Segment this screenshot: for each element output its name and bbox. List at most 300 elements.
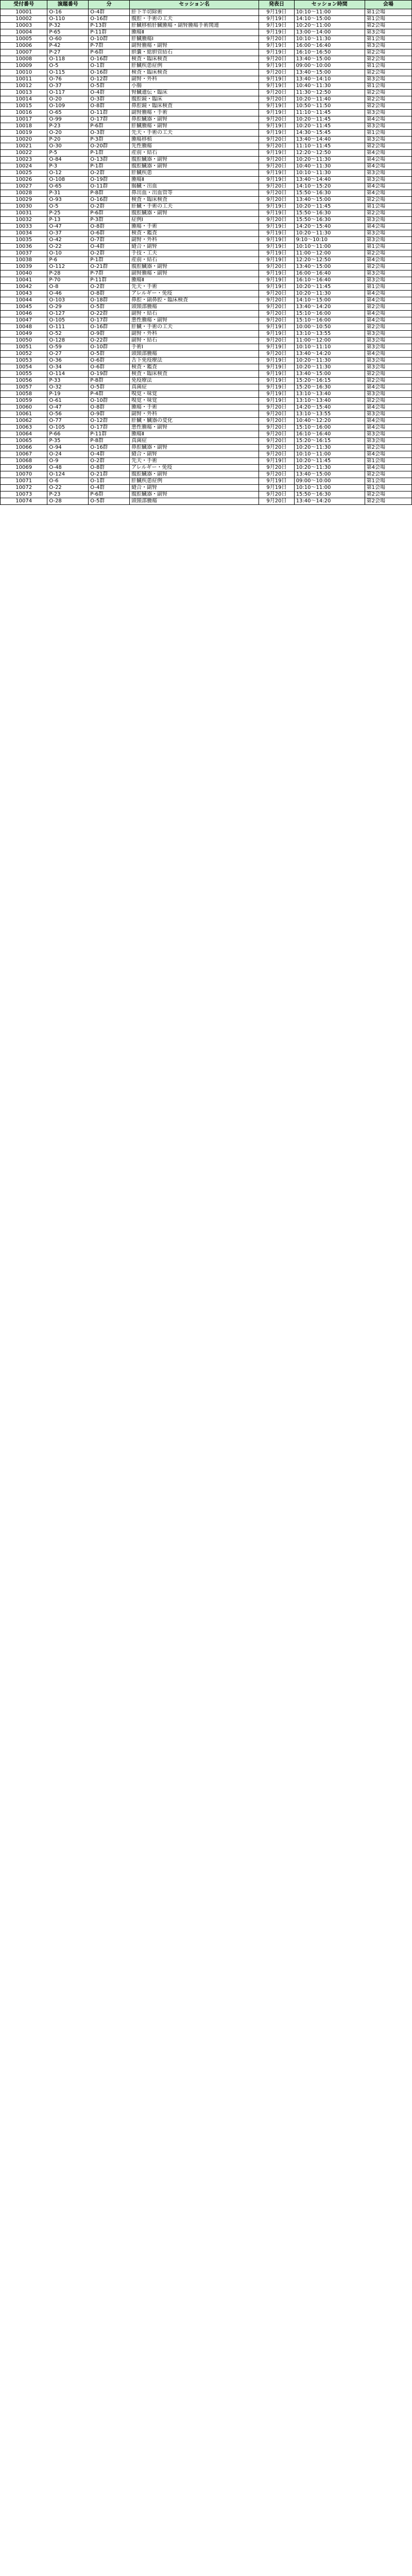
reception-no-cell: 10033 [1,224,47,230]
table-row [1,70,412,76]
reception-no-cell: 10060 [1,404,47,411]
table-row [1,465,412,471]
session-time-cell: 12:20～12:50 [294,150,365,157]
table-row [1,264,412,270]
session-name-cell: 副腎・外科 [130,237,259,244]
venue-cell: 第4会場 [365,351,411,358]
session-name-cell: 副腎腫瘍・副腎 [130,270,259,277]
reception-no-cell: 10058 [1,391,47,398]
date-cell: 9月20日 [259,337,294,344]
group-cell: O-4群 [89,244,130,250]
session-time-cell: 13:10～13:55 [294,411,365,418]
venue-cell: 第1会場 [365,478,411,485]
abstract-no-cell: O-37 [47,83,89,90]
abstract-no-cell: O-20 [47,130,89,137]
group-cell: O-8群 [89,404,130,411]
date-cell: 9月20日 [259,418,294,425]
header-group: 分 [89,1,130,9]
session-name-cell: 腹腔臓器・副腎 [130,163,259,170]
table-row [1,344,412,351]
session-time-cell: 15:20～16:15 [294,378,365,384]
table-row [1,270,412,277]
table-row [1,103,412,110]
session-name-cell: 副腎腫瘍・副腎 [130,43,259,49]
venue-cell: 第1会場 [365,63,411,70]
reception-no-cell: 10073 [1,492,47,498]
group-cell: O-13群 [89,157,130,163]
date-cell: 9月19日 [259,29,294,36]
table-row [1,23,412,29]
abstract-no-cell: O-93 [47,197,89,204]
reception-no-cell: 10014 [1,96,47,103]
table-row [1,83,412,90]
group-cell: O-9群 [89,411,130,418]
session-time-cell: 15:20～16:30 [294,384,365,391]
session-name-cell: 鼻腔臓器・副腎 [130,116,259,123]
table-row [1,291,412,297]
table-row [1,43,412,49]
venue-cell: 第1会場 [365,458,411,465]
reception-no-cell: 10063 [1,425,47,431]
session-time-cell: 11:00～12:00 [294,337,365,344]
date-cell: 9月20日 [259,425,294,431]
reception-no-cell: 10050 [1,337,47,344]
session-name-cell: 鼻腔鏡・臨床検査 [130,103,259,110]
session-name-cell: 先性腫瘍 [130,143,259,150]
venue-cell: 第3会場 [365,177,411,183]
date-cell: 9月19日 [259,103,294,110]
venue-cell: 第3会場 [365,277,411,284]
venue-cell: 第1会場 [365,9,411,16]
table-row [1,485,412,492]
group-cell: O-5群 [89,351,130,358]
group-cell: O-7群 [89,237,130,244]
session-name-cell: 腹腔臓器・副腎 [130,471,259,478]
reception-no-cell: 10019 [1,130,47,137]
table-row [1,123,412,130]
venue-cell: 第3会場 [365,29,411,36]
date-cell: 9月19日 [259,230,294,237]
group-cell: O-3群 [89,130,130,137]
venue-cell: 第2会場 [365,498,411,505]
session-time-cell: 13:40～15:00 [294,371,365,378]
group-cell: O-22群 [89,311,130,317]
date-cell: 9月20日 [259,157,294,163]
date-cell: 9月20日 [259,291,294,297]
session-time-cell: 16:00～16:40 [294,43,365,49]
date-cell: 9月20日 [259,445,294,451]
session-time-cell: 10:40～11:30 [294,83,365,90]
table-row [1,63,412,70]
table-row [1,458,412,465]
group-cell: O-20群 [89,143,130,150]
date-cell: 9月20日 [259,56,294,63]
group-cell: O-22群 [89,337,130,344]
reception-no-cell: 10048 [1,324,47,331]
venue-cell: 第4会場 [365,163,411,170]
venue-cell: 第3会場 [365,337,411,344]
abstract-no-cell: O-117 [47,90,89,96]
session-name-cell: 腫瘍移植 [130,137,259,143]
session-name-cell: 舌下免疫療法 [130,358,259,364]
session-time-cell: 15:50～16:30 [294,190,365,197]
abstract-no-cell: O-110 [47,16,89,23]
session-name-cell: 真菌症 [130,438,259,445]
venue-cell: 第3会場 [365,270,411,277]
session-time-cell: 12:20～12:50 [294,257,365,264]
session-time-cell: 10:10～11:10 [294,344,365,351]
reception-no-cell: 10047 [1,317,47,324]
date-cell: 9月19日 [259,23,294,29]
abstract-no-cell: O-16 [47,9,89,16]
venue-cell: 第2会場 [365,96,411,103]
abstract-no-cell: O-114 [47,371,89,378]
group-cell: O-2群 [89,250,130,257]
table-row [1,391,412,398]
group-cell: P-1群 [89,150,130,157]
group-cell: O-17群 [89,116,130,123]
venue-cell: 第2会場 [365,492,411,498]
date-cell: 9月19日 [259,224,294,230]
session-name-cell: 腎臓遺伝・臨床 [130,90,259,96]
date-cell: 9月19日 [259,485,294,492]
group-cell: P-13群 [89,23,130,29]
date-cell: 9月20日 [259,190,294,197]
abstract-no-cell: O-20 [47,96,89,103]
group-cell: P-6群 [89,123,130,130]
session-time-cell: 10:20～11:45 [294,284,365,291]
venue-cell: 第3会場 [365,364,411,371]
venue-cell: 第2会場 [365,371,411,378]
session-time-cell: 13:40～14:40 [294,177,365,183]
reception-no-cell: 10008 [1,56,47,63]
venue-cell: 第4会場 [365,418,411,425]
session-time-cell: 10:00～10:50 [294,324,365,331]
abstract-no-cell: O-56 [47,411,89,418]
table-row [1,425,412,431]
abstract-no-cell: O-108 [47,177,89,183]
session-name-cell: 肝臓・手術の工夫 [130,204,259,210]
group-cell: O-8群 [89,291,130,297]
date-cell: 9月20日 [259,438,294,445]
session-name-cell: 鼻出血・出血管等 [130,190,259,197]
abstract-no-cell: O-118 [47,56,89,63]
reception-no-cell: 10068 [1,458,47,465]
date-cell: 9月20日 [259,471,294,478]
session-name-cell: 産前・結石 [130,257,259,264]
table-row [1,9,412,16]
abstract-no-cell: O-22 [47,485,89,492]
venue-cell: 第4会場 [365,404,411,411]
session-name-cell: 肝臓腫瘍Ⅰ [130,36,259,43]
abstract-no-cell: O-27 [47,351,89,358]
date-cell: 9月20日 [259,217,294,224]
session-name-cell: 腹腔・手術の工夫 [130,16,259,23]
abstract-no-cell: O-46 [47,291,89,297]
session-name-cell: 腸臓・出血 [130,183,259,190]
reception-no-cell: 10020 [1,137,47,143]
date-cell: 9月19日 [259,150,294,157]
abstract-no-cell: O-24 [47,451,89,458]
abstract-no-cell: P-5 [47,150,89,157]
venue-cell: 第1会場 [365,284,411,291]
venue-cell: 第2会場 [365,197,411,204]
session-time-cell: 15:10～16:00 [294,311,365,317]
group-cell: O-16群 [89,70,130,76]
table-row [1,49,412,56]
session-time-cell: 10:20～11:40 [294,96,365,103]
reception-no-cell: 10038 [1,257,47,264]
group-cell: O-16群 [89,16,130,23]
session-name-cell: 肝臓疾患 [130,170,259,177]
session-name-cell: 手術Ⅰ [130,344,259,351]
table-row [1,143,412,150]
abstract-no-cell: O-48 [47,465,89,471]
date-cell: 9月19日 [259,344,294,351]
venue-cell: 第2会場 [365,471,411,478]
group-cell: O-4群 [89,9,130,16]
group-cell: O-8群 [89,224,130,230]
venue-cell: 第3会場 [365,237,411,244]
table-row [1,378,412,384]
date-cell: 9月20日 [259,404,294,411]
session-time-cell: 09:00～10:00 [294,63,365,70]
venue-cell: 第3会場 [365,391,411,398]
abstract-no-cell: P-28 [47,270,89,277]
group-cell: O-21群 [89,264,130,270]
session-time-cell: 13:40～15:00 [294,70,365,76]
table-row [1,324,412,331]
group-cell: P-6群 [89,492,130,498]
date-cell: 9月19日 [259,123,294,130]
date-cell: 9月19日 [259,110,294,116]
reception-no-cell: 10072 [1,485,47,492]
session-time-cell: 10:50～11:50 [294,103,365,110]
group-cell: P-7群 [89,43,130,49]
header-reception-no: 受付番号 [1,1,47,9]
date-cell: 9月20日 [259,70,294,76]
session-time-cell: 14:10～15:00 [294,16,365,23]
abstract-no-cell: O-76 [47,76,89,83]
session-time-cell: 15:10～16:00 [294,425,365,431]
table-row [1,371,412,378]
venue-cell: 第2会場 [365,324,411,331]
header-venue: 会場 [365,1,411,9]
venue-cell: 第3会場 [365,411,411,418]
table-row [1,224,412,230]
group-cell: O-4群 [89,485,130,492]
date-cell: 9月19日 [259,9,294,16]
group-cell: O-10群 [89,344,130,351]
date-cell: 9月19日 [259,371,294,378]
session-time-cell: 10:10～11:30 [294,36,365,43]
group-cell: P-8群 [89,438,130,445]
abstract-no-cell: O-47 [47,404,89,411]
reception-no-cell: 10025 [1,170,47,177]
venue-cell: 第3会場 [365,76,411,83]
session-time-cell: 10:10～11:00 [294,485,365,492]
abstract-no-cell: O-124 [47,471,89,478]
reception-no-cell: 10032 [1,217,47,224]
session-time-cell: 10:10～11:00 [294,451,365,458]
date-cell: 9月19日 [259,458,294,465]
reception-no-cell: 10021 [1,143,47,150]
reception-no-cell: 10018 [1,123,47,130]
abstract-no-cell: P-25 [47,210,89,217]
date-cell: 9月19日 [259,364,294,371]
venue-cell: 第3会場 [365,331,411,337]
date-cell: 9月20日 [259,264,294,270]
venue-cell: 第4会場 [365,224,411,230]
session-time-cell: 13:40～14:20 [294,304,365,311]
reception-no-cell: 10006 [1,43,47,49]
abstract-no-cell: O-28 [47,498,89,505]
abstract-no-cell: O-9 [47,458,89,465]
abstract-no-cell: O-105 [47,317,89,324]
reception-no-cell: 10026 [1,177,47,183]
table-row [1,498,412,505]
session-time-cell: 10:10～11:00 [294,244,365,250]
table-row [1,150,412,157]
session-name-cell: 腹腔臓器・副腎 [130,210,259,217]
venue-cell: 第4会場 [365,183,411,190]
venue-cell: 第1会場 [365,485,411,492]
session-name-cell: 肝下半切除術 [130,9,259,16]
session-name-cell: 腫瘍・手術 [130,404,259,411]
group-cell: O-2群 [89,284,130,291]
group-cell: O-4群 [89,90,130,96]
session-time-cell: 09:00～10:00 [294,478,365,485]
abstract-no-cell: O-60 [47,36,89,43]
group-cell: P-6群 [89,210,130,217]
abstract-no-cell: O-84 [47,157,89,163]
reception-no-cell: 10051 [1,344,47,351]
abstract-no-cell: O-10 [47,250,89,257]
reception-no-cell: 10039 [1,264,47,270]
table-row [1,284,412,291]
session-name-cell: 悪性腫瘍・副腎 [130,317,259,324]
venue-cell: 第3会場 [365,358,411,364]
group-cell: P-3群 [89,217,130,224]
abstract-no-cell: O-59 [47,344,89,351]
session-name-cell: 腫瘍Ⅱ [130,277,259,284]
reception-no-cell: 10041 [1,277,47,284]
table-row [1,337,412,344]
abstract-no-cell: O-112 [47,264,89,270]
reception-no-cell: 10004 [1,29,47,36]
session-time-cell: 10:20～11:45 [294,204,365,210]
session-name-cell: 先天・手術 [130,458,259,465]
session-time-cell: 15:50～16:30 [294,492,365,498]
session-time-cell: 13:40～15:00 [294,56,365,63]
group-cell: O-4群 [89,451,130,458]
session-time-cell: 16:00～16:40 [294,270,365,277]
abstract-no-cell: O-34 [47,364,89,371]
reception-no-cell: 10066 [1,445,47,451]
table-row [1,331,412,337]
date-cell: 9月19日 [259,277,294,284]
session-name-cell: 真菌症 [130,384,259,391]
abstract-no-cell: O-115 [47,70,89,76]
session-time-cell: 13:10～13:40 [294,398,365,404]
group-cell: O-18群 [89,297,130,304]
venue-cell: 第2会場 [365,49,411,56]
venue-cell: 第2会場 [365,304,411,311]
reception-no-cell: 10034 [1,230,47,237]
abstract-no-cell: O-5 [47,204,89,210]
group-cell: O-1群 [89,478,130,485]
abstract-no-cell: P-6 [47,257,89,264]
session-name-cell: 先天・手術の工夫 [130,130,259,137]
date-cell: 9月20日 [259,431,294,438]
session-name-cell: 縫合・副腎 [130,485,259,492]
session-name-cell: 副腎・外科 [130,76,259,83]
abstract-no-cell: O-30 [47,143,89,150]
group-cell: O-6群 [89,358,130,364]
venue-cell: 第4会場 [365,190,411,197]
group-cell: P-4群 [89,391,130,398]
reception-no-cell: 10065 [1,438,47,445]
abstract-no-cell: O-111 [47,324,89,331]
venue-cell: 第3会場 [365,110,411,116]
venue-cell: 第3会場 [365,344,411,351]
reception-no-cell: 10036 [1,244,47,250]
abstract-no-cell: P-27 [47,49,89,56]
session-name-cell: 副腎腫瘍・手術 [130,110,259,116]
session-time-cell: 13:00～14:00 [294,29,365,36]
reception-no-cell: 10005 [1,36,47,43]
session-name-cell: 副腎・外科 [130,411,259,418]
session-time-cell: 10:20～11:45 [294,123,365,130]
abstract-no-cell: O-65 [47,110,89,116]
reception-no-cell: 10046 [1,311,47,317]
session-time-cell: 10:10～11:30 [294,170,365,177]
reception-no-cell: 10010 [1,70,47,76]
table-row [1,257,412,264]
group-cell: O-5群 [89,83,130,90]
session-time-cell: 11:10～11:45 [294,110,365,116]
venue-cell: 第4会場 [365,297,411,304]
session-time-cell: 14:10～15:00 [294,297,365,304]
group-cell: O-19群 [89,177,130,183]
table-row [1,56,412,63]
venue-cell: 第3会場 [365,217,411,224]
session-time-cell: 10:20～11:30 [294,358,365,364]
abstract-no-cell: P-13 [47,217,89,224]
reception-no-cell: 10013 [1,90,47,96]
session-name-cell: 肝臓疾患症例 [130,478,259,485]
reception-no-cell: 10023 [1,157,47,163]
session-time-cell: 10:20～11:45 [294,116,365,123]
table-row [1,351,412,358]
session-time-cell: 15:10～16:00 [294,317,365,324]
session-name-cell: 頭頸部腫瘍 [130,498,259,505]
venue-cell: 第2会場 [365,264,411,270]
session-time-cell: 16:10～16:40 [294,431,365,438]
table-row [1,478,412,485]
table-row [1,29,412,36]
table-row [1,384,412,391]
session-time-cell: 10:20～11:45 [294,458,365,465]
table-row [1,398,412,404]
abstract-no-cell: P-70 [47,277,89,284]
date-cell: 9月19日 [259,284,294,291]
abstract-no-cell: P-65 [47,29,89,36]
session-name-cell: 縫合・副腎 [130,451,259,458]
table-row [1,492,412,498]
table-row [1,90,412,96]
venue-cell: 第4会場 [365,465,411,471]
